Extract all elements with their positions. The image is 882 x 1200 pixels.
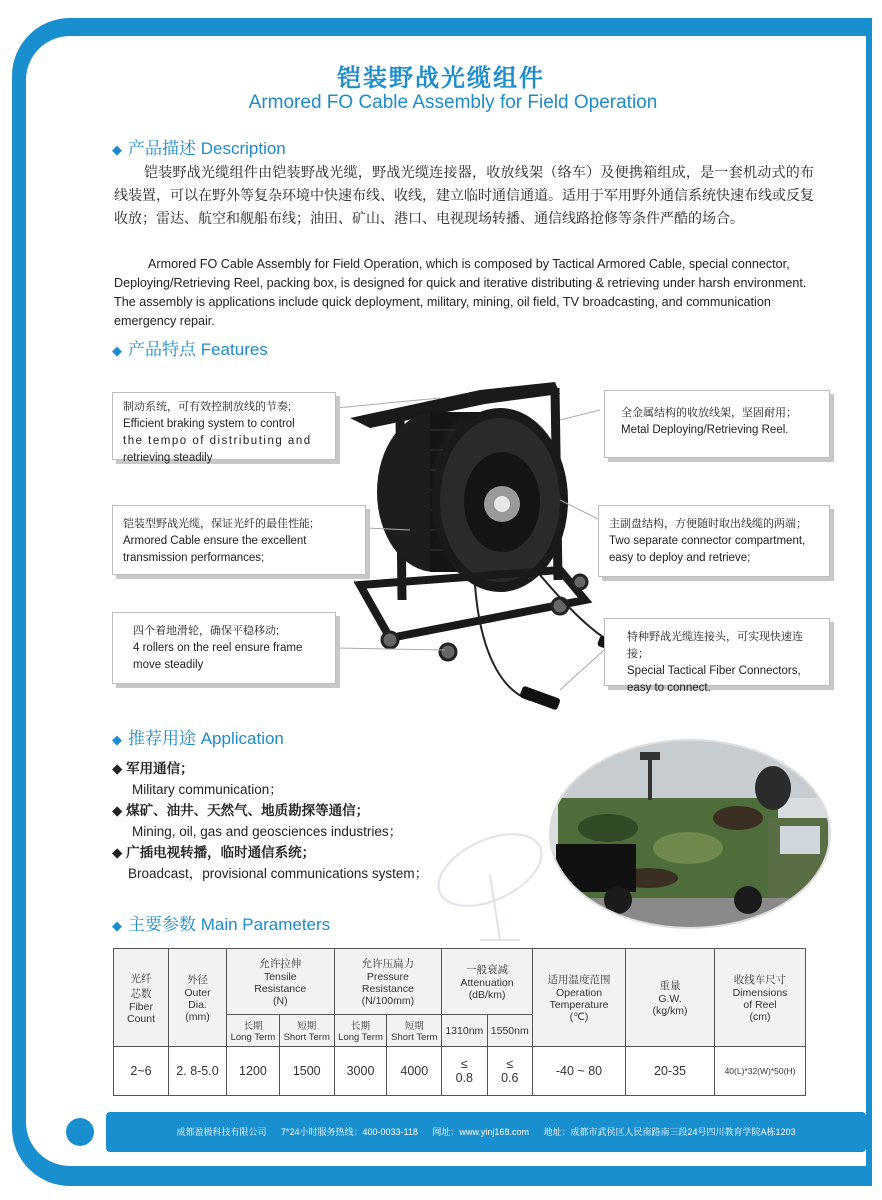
header-text: (N/100mm): [361, 995, 415, 1007]
callout-compartment-cn: 主副盘结构，方便随时取出线缆的两端；: [609, 518, 807, 530]
diamond-icon: ◆: [112, 761, 127, 776]
header-fiber-count: [114, 949, 169, 1047]
header-text: Outer: [184, 987, 211, 999]
diamond-icon: ◆: [112, 142, 122, 157]
header-text: Dia.: [188, 999, 207, 1011]
callout-braking-system: [112, 392, 336, 464]
value-dimensions: 40(L)*32(W)*50(H): [715, 1047, 806, 1096]
header-text: Temperature: [549, 999, 609, 1011]
cell-text: ≤: [460, 1057, 468, 1071]
header-text: G.W.: [658, 993, 682, 1005]
header-text: Long Term: [230, 1032, 276, 1043]
header-text: Long Term: [338, 1032, 383, 1043]
sub-tensile-long: [227, 1015, 280, 1047]
callout-armored-en1: Armored Cable ensure the excellent: [123, 535, 307, 547]
sub-atten-1550: 1550nm: [487, 1015, 532, 1047]
application-item: [112, 758, 428, 779]
header-text: (N): [272, 995, 288, 1007]
header-text: 光纤: [130, 972, 152, 985]
application-item-en: Mining, oil, gas and geosciences industries；: [132, 824, 403, 839]
header-text: Short Term: [391, 1032, 438, 1043]
diamond-icon: ◆: [112, 803, 127, 818]
header-text: 外径: [187, 974, 208, 986]
callout-connectors-en1: Special Tactical Fiber Connectors,: [627, 665, 801, 677]
callout-connector-compartment: [598, 505, 830, 577]
footer-dot: [66, 1118, 94, 1146]
callout-armored-cn: 铠装型野战光缆，保证光纤的最佳性能;: [123, 518, 314, 530]
title-cn: 铠装野战光缆组件: [337, 64, 545, 92]
sub-tensile-short: [279, 1015, 334, 1047]
header-text: (℃): [569, 1011, 589, 1023]
header-text: 芯数: [130, 987, 152, 1000]
cell-text: ≤: [506, 1057, 514, 1071]
header-text: of Reel: [743, 999, 777, 1011]
callout-braking-cn: 制动系统，可有效控制放线的节奏;: [123, 401, 292, 413]
header-text: (dB/km): [468, 989, 506, 1001]
header-text: 长期: [351, 1021, 371, 1032]
callout-rollers-cn: 四个着地滑轮，确保平稳移动;: [133, 625, 280, 637]
value-weight: 20-35: [626, 1047, 715, 1096]
header-temperature: [533, 949, 626, 1047]
value-tensile-short: 1500: [279, 1047, 334, 1096]
header-text: 短期: [404, 1021, 424, 1032]
callout-rollers-en1: 4 rollers on the reel ensure frame: [133, 642, 303, 654]
header-tensile: [227, 949, 335, 1015]
value-atten-1550: [487, 1047, 532, 1096]
callout-rollers-en2: move steadily: [133, 659, 204, 671]
section-parameters-title: 主要参数 Main Parameters: [128, 915, 331, 934]
header-pressure: [334, 949, 442, 1015]
callout-armored-cable: [112, 505, 366, 575]
cell-text: 0.8: [455, 1071, 474, 1085]
sub-pressure-short: [387, 1015, 442, 1047]
header-text: Operation: [555, 987, 603, 999]
parameters-table: [113, 948, 806, 1096]
header-text: Tensile: [263, 971, 297, 983]
application-item-cn: 广插电视转播，临时通信系统；: [126, 845, 316, 860]
footer-bar: [106, 1112, 866, 1152]
callout-braking-en1: Efficient braking system to control: [123, 418, 295, 430]
description-en: Armored FO Cable Assembly for Field Operation, which is composed by Tactical Armored Cable, special connector, Deploying/Retrieving Reel, packing box, is designed for quick and iterative distributing & retrieving under harsh environment. The assembly is applications include quick deployment, military, mining, oil field, TV broadcasting, and communication emergency repair.: [114, 257, 807, 328]
section-application-heading: [112, 724, 284, 749]
header-text: Resistance: [361, 983, 414, 995]
value-fiber-count: 2~6: [114, 1047, 169, 1096]
value-pressure-long: 3000: [334, 1047, 387, 1096]
callout-braking-en3: retrieving steadily: [123, 452, 213, 464]
section-features-title: 产品特点 Features: [128, 340, 268, 359]
header-weight: [626, 949, 715, 1047]
callout-compartment-en2: easy to deploy and retrieve;: [609, 552, 751, 564]
diamond-icon: ◆: [112, 845, 127, 860]
application-list: [112, 758, 428, 884]
header-attenuation: [442, 949, 533, 1015]
value-outer-dia: 2. 8-5.0: [169, 1047, 227, 1096]
cell-text: 0.6: [501, 1071, 519, 1085]
header-text: Pressure: [366, 971, 409, 983]
sub-atten-1310: 1310nm: [442, 1015, 487, 1047]
table-header-row: [114, 949, 806, 1015]
section-application-title: 推荐用途 Application: [128, 729, 284, 748]
callout-connectors-en2: easy to connect.: [627, 682, 711, 694]
footer-website[interactable]: 网址：www.yinj168.com: [432, 1127, 529, 1137]
diamond-icon: ◆: [112, 343, 122, 358]
application-item-cn: 煤矿、油井、天然气、地质勘探等通信；: [126, 803, 370, 818]
table-row: [114, 1047, 806, 1096]
header-text: Short Term: [283, 1032, 330, 1043]
header-text: 允许压扁力: [361, 958, 415, 970]
diamond-icon: ◆: [112, 918, 122, 933]
header-text: Resistance: [254, 983, 307, 995]
callout-metal-cn: 全金属结构的收放线架，坚固耐用；: [621, 407, 797, 419]
application-item-cn: 军用通信；: [126, 761, 194, 776]
sub-pressure-long: [334, 1015, 387, 1047]
header-text: Dimensions: [732, 987, 788, 999]
section-parameters-heading: [112, 910, 330, 935]
footer-address: 地址：成都市武侯区人民南路南三段24号四川教育学院A栋1203: [543, 1127, 796, 1137]
footer-hotline: 7*24小时服务热线：400-0033-118: [281, 1127, 418, 1137]
header-text: (cm): [749, 1011, 771, 1023]
application-item: [112, 842, 428, 863]
header-text: Count: [126, 1012, 156, 1025]
header-text: 重量: [659, 980, 681, 992]
callout-metal-reel: [604, 390, 830, 458]
header-outer-dia: [169, 949, 227, 1047]
footer-company: 成都盈极科技有限公司: [176, 1127, 267, 1137]
header-text: (kg/km): [652, 1005, 688, 1017]
header-text: 收线车尺寸: [733, 974, 787, 986]
value-pressure-short: 4000: [387, 1047, 442, 1096]
callout-connectors-cn: 特种野战光缆连接头，可实现快速连接；: [627, 631, 803, 660]
header-text: 一般衰减: [466, 964, 509, 976]
value-atten-1310: [442, 1047, 487, 1096]
application-item: [112, 800, 428, 821]
callout-compartment-en1: Two separate connector compartment,: [609, 535, 806, 547]
header-text: 长期: [243, 1021, 263, 1032]
header-dimensions: [715, 949, 806, 1047]
title-en: Armored FO Cable Assembly for Field Operation: [248, 92, 658, 113]
header-text: (mm): [185, 1011, 210, 1023]
application-item-en: Broadcast，provisional communications system；: [128, 866, 429, 881]
header-text: Fiber: [129, 1000, 153, 1013]
header-text: 允许拉伸: [259, 958, 302, 970]
header-text: Attenuation: [460, 977, 514, 989]
application-item-en: Military communication；: [132, 782, 283, 797]
value-temperature: -40 ~ 80: [533, 1047, 626, 1096]
callout-braking-en2: the tempo of distributing and: [123, 435, 312, 447]
description-cn: 铠装野战光缆组件由铠装野战光缆，野战光缆连接器，收放线架（络车）及便携箱组成，是一套机动式的布线装置，可以在野外等复杂环境中快速布线、收线，建立临时通信通道。适用于军用野外通信系统快速布线或反复收放；雷达、航空和舰船布线；油田、矿山、港口、电视现场转播、通信线路抢修等条件严酷的场合。: [114, 165, 814, 227]
header-text: 短期: [297, 1021, 317, 1032]
military-vehicle-photo: [548, 738, 832, 930]
header-text: 适用温度范围: [547, 974, 611, 986]
callout-armored-en2: transmission performances;: [123, 552, 265, 564]
value-tensile-long: 1200: [227, 1047, 280, 1096]
callout-rollers: [112, 612, 336, 684]
section-description-title: 产品描述 Description: [128, 139, 286, 158]
callout-connectors: [604, 618, 830, 694]
callout-metal-en1: Metal Deploying/Retrieving Reel.: [621, 424, 789, 436]
diamond-icon: ◆: [112, 732, 122, 747]
